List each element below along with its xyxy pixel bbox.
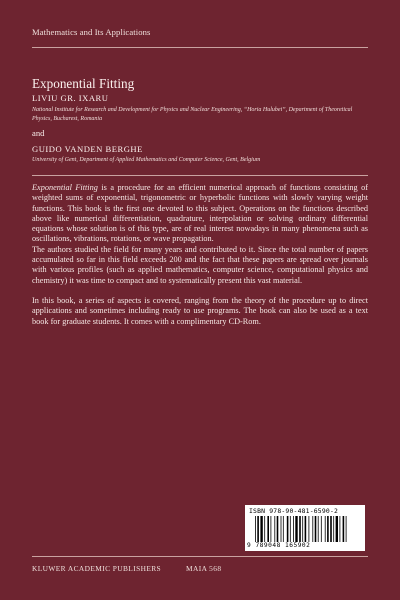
author-1-name: LIVIU GR. IXARU [32,93,109,103]
author-2-name: GUIDO VANDEN BERGHE [32,144,143,154]
isbn-label: ISBN 978-90-481-6590-2 [249,507,339,515]
description-paragraph-1-text: is a procedure for an efficient numerical approach of functions consisting of weighted sums of exponential, trigonometric or hyperbolic functions with slowly varying weight functions. This book is the first one devoted to this subject. Operations on the functions described above like numerical differentiation, quadrature, interpolation or solving ordinary differential equations whose solution is of this type, are of real interest nowadays in many phenomena such as oscillations, vibrations, rotations, or wave propagation. [32,183,368,244]
description-paragraph-2: The authors studied the field for many years and contributed to it. Since the total number of papers accumulated so far in this field exceeds 200 and the fact that these papers are spread over journals with various profiles (such as applied mathematics, computer science, computational physics and chemistry) it was time to compact and to systematically present this vast material. [32,244,368,285]
barcode-panel [245,505,365,551]
series-name: Mathematics and Its Applications [32,27,151,37]
and-separator: and [32,128,45,138]
publisher-name: KLUWER ACADEMIC PUBLISHERS [32,564,162,573]
book-title: Exponential Fitting [32,76,135,91]
author-2-affiliation: University of Gent, Department of Applied Mathematics and Computer Science, Gent, Belgium [32,157,261,163]
barcode-number: 9 789048 165902 [247,542,311,549]
description-title-emphasis: Exponential Fitting [32,183,98,192]
description-paragraph-3: In this book, a series of aspects is covered, ranging from the theory of the procedure up to direct applications and sometimes including ready to use programs. The book can also be used as a text book for graduate students. It comes with a complimentary CD-Rom. [32,295,368,326]
bottom-divider [32,556,368,557]
author-1-affiliation: National Institute for Research and Development for Physics and Nuclear Engineering, “Horia Hulubei”, Department of Theoretical Physics, Bucharest, Romania [32,107,353,122]
top-divider [32,47,368,48]
series-code: MAIA 568 [186,564,222,573]
description-paragraph-1 [32,183,368,245]
barcode-icon [249,516,361,542]
book-description [32,183,368,327]
middle-divider [32,175,368,176]
